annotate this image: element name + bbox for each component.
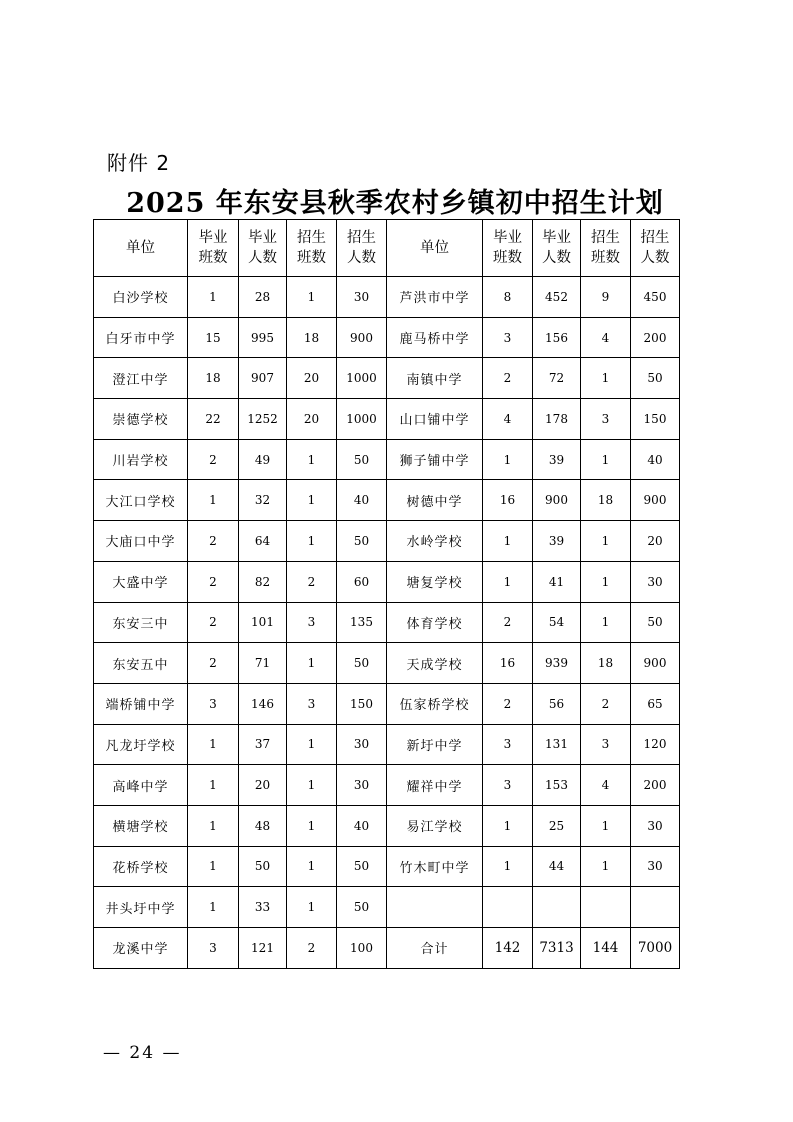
enroll-classes-cell: 3 (287, 683, 337, 724)
enroll-students-cell: 135 (337, 602, 387, 643)
enroll-classes-cell: 1 (581, 805, 631, 846)
table-row (94, 683, 680, 724)
enroll-students-cell: 60 (337, 561, 387, 602)
grad-classes-cell: 1 (188, 887, 239, 928)
table-row (94, 643, 680, 684)
school-name-cell: 体育学校 (387, 602, 483, 643)
grad-classes-cell: 1 (483, 846, 533, 887)
enroll-students-cell (631, 887, 680, 928)
school-name-cell: 大庙口中学 (94, 521, 188, 562)
enroll-classes-cell: 18 (287, 317, 337, 358)
school-name-cell: 竹木町中学 (387, 846, 483, 887)
enroll-classes-cell: 4 (581, 765, 631, 806)
grad-classes-cell: 1 (483, 561, 533, 602)
enroll-students-cell: 30 (631, 805, 680, 846)
header-grad-classes: 毕业 班数 (483, 220, 533, 277)
grad-students-cell: 452 (533, 277, 581, 318)
grad-classes-cell: 1 (188, 805, 239, 846)
grad-classes-cell: 2 (483, 602, 533, 643)
grad-students-cell: 37 (239, 724, 287, 765)
grad-students-cell: 939 (533, 643, 581, 684)
grad-classes-cell: 1 (483, 439, 533, 480)
grad-students-cell: 33 (239, 887, 287, 928)
enroll-students-cell: 30 (631, 561, 680, 602)
header-enroll-classes: 招生 班数 (287, 220, 337, 277)
enroll-students-cell: 1000 (337, 399, 387, 440)
table-row (94, 277, 680, 318)
enroll-students-cell: 50 (337, 887, 387, 928)
grad-students-cell: 32 (239, 480, 287, 521)
enroll-classes-cell: 1 (287, 480, 337, 521)
grad-students-cell: 82 (239, 561, 287, 602)
enroll-students-cell: 50 (631, 602, 680, 643)
header-grad-classes: 毕业 班数 (188, 220, 239, 277)
enroll-students-cell: 40 (337, 805, 387, 846)
grad-classes-cell: 18 (188, 358, 239, 399)
page-number: — 24 — (103, 1043, 182, 1063)
enroll-classes-cell: 1 (287, 805, 337, 846)
grad-students-cell: 178 (533, 399, 581, 440)
grad-students-cell: 146 (239, 683, 287, 724)
grad-classes-cell: 2 (483, 358, 533, 399)
grad-students-cell: 156 (533, 317, 581, 358)
school-name-cell: 花桥学校 (94, 846, 188, 887)
enroll-students-cell: 150 (631, 399, 680, 440)
attachment-label: 附件 2 (107, 151, 171, 175)
grad-students-cell: 44 (533, 846, 581, 887)
enroll-classes-cell: 20 (287, 358, 337, 399)
school-name-cell: 凡龙圩学校 (94, 724, 188, 765)
enroll-students-cell: 120 (631, 724, 680, 765)
enroll-students-cell: 900 (337, 317, 387, 358)
grad-classes-cell: 2 (483, 683, 533, 724)
enroll-classes-cell: 1 (581, 358, 631, 399)
grad-classes-cell: 3 (188, 683, 239, 724)
enroll-classes-cell: 1 (287, 765, 337, 806)
grad-students-cell: 64 (239, 521, 287, 562)
grad-classes-cell: 2 (188, 439, 239, 480)
school-name-cell: 天成学校 (387, 643, 483, 684)
document-title: 2025 年东安县秋季农村乡镇初中招生计划 (126, 188, 664, 219)
grad-classes-cell: 15 (188, 317, 239, 358)
table-row (94, 887, 680, 928)
grad-classes-cell: 1 (483, 521, 533, 562)
table-row (94, 846, 680, 887)
enroll-classes-cell: 2 (287, 561, 337, 602)
school-name-cell: 横塘学校 (94, 805, 188, 846)
enroll-classes-cell: 1 (581, 561, 631, 602)
enroll-classes-cell: 1 (581, 846, 631, 887)
grad-students-cell: 900 (533, 480, 581, 521)
grad-classes-cell: 1 (188, 846, 239, 887)
grad-students-cell: 20 (239, 765, 287, 806)
header-grad-students: 毕业 人数 (533, 220, 581, 277)
school-name-cell: 新圩中学 (387, 724, 483, 765)
enroll-classes-cell: 1 (581, 521, 631, 562)
enroll-classes-cell: 1 (287, 439, 337, 480)
grad-classes-cell: 16 (483, 643, 533, 684)
enrollment-plan-table (93, 219, 680, 969)
grad-classes-cell: 1 (188, 765, 239, 806)
enroll-students-cell: 900 (631, 643, 680, 684)
grad-students-cell: 56 (533, 683, 581, 724)
enroll-classes-cell (581, 887, 631, 928)
enroll-classes-cell: 18 (581, 643, 631, 684)
enroll-classes-cell: 1 (581, 439, 631, 480)
grad-classes-cell: 1 (188, 724, 239, 765)
grad-classes-cell: 1 (188, 277, 239, 318)
table-row (94, 439, 680, 480)
enroll-students-cell: 150 (337, 683, 387, 724)
grad-students-cell: 39 (533, 439, 581, 480)
grad-classes-cell: 1 (483, 805, 533, 846)
enroll-classes-cell: 1 (287, 643, 337, 684)
grad-students-cell: 7313 (533, 928, 581, 969)
grad-classes-cell: 2 (188, 643, 239, 684)
enroll-students-cell: 30 (337, 277, 387, 318)
table-row (94, 724, 680, 765)
grad-students-cell: 121 (239, 928, 287, 969)
grad-students-cell: 49 (239, 439, 287, 480)
enroll-classes-cell: 1 (581, 602, 631, 643)
school-name-cell: 井头圩中学 (94, 887, 188, 928)
enroll-students-cell: 20 (631, 521, 680, 562)
grad-classes-cell: 22 (188, 399, 239, 440)
enroll-classes-cell: 3 (287, 602, 337, 643)
enroll-classes-cell: 20 (287, 399, 337, 440)
grad-students-cell: 131 (533, 724, 581, 765)
school-name-cell: 合计 (387, 928, 483, 969)
grad-students-cell (533, 887, 581, 928)
school-name-cell: 易江学校 (387, 805, 483, 846)
grad-students-cell: 39 (533, 521, 581, 562)
enroll-classes-cell: 1 (287, 846, 337, 887)
school-name-cell: 大盛中学 (94, 561, 188, 602)
table-row (94, 480, 680, 521)
grad-classes-cell: 1 (188, 480, 239, 521)
grad-students-cell: 41 (533, 561, 581, 602)
enroll-students-cell: 40 (631, 439, 680, 480)
enroll-classes-cell: 2 (581, 683, 631, 724)
header-grad-students: 毕业 人数 (239, 220, 287, 277)
grad-students-cell: 28 (239, 277, 287, 318)
table-row (94, 399, 680, 440)
enroll-students-cell: 40 (337, 480, 387, 521)
school-name-cell: 水岭学校 (387, 521, 483, 562)
grad-students-cell: 48 (239, 805, 287, 846)
table-row (94, 317, 680, 358)
enroll-students-cell: 1000 (337, 358, 387, 399)
grad-classes-cell: 4 (483, 399, 533, 440)
table-row (94, 928, 680, 969)
enroll-classes-cell: 4 (581, 317, 631, 358)
header-unit: 单位 (94, 220, 188, 277)
grad-students-cell: 25 (533, 805, 581, 846)
enroll-students-cell: 450 (631, 277, 680, 318)
grad-classes-cell: 3 (483, 724, 533, 765)
table-header-row (94, 220, 680, 277)
grad-classes-cell: 3 (483, 765, 533, 806)
school-name-cell: 塘复学校 (387, 561, 483, 602)
school-name-cell: 崇德学校 (94, 399, 188, 440)
enroll-students-cell: 900 (631, 480, 680, 521)
school-name-cell: 白沙学校 (94, 277, 188, 318)
school-name-cell: 澄江中学 (94, 358, 188, 399)
table-row (94, 358, 680, 399)
enroll-classes-cell: 2 (287, 928, 337, 969)
table-row (94, 602, 680, 643)
school-name-cell: 耀祥中学 (387, 765, 483, 806)
table-row (94, 805, 680, 846)
table-row (94, 561, 680, 602)
grad-students-cell: 1252 (239, 399, 287, 440)
table-row (94, 765, 680, 806)
grad-classes-cell: 16 (483, 480, 533, 521)
enroll-students-cell: 50 (631, 358, 680, 399)
enroll-students-cell: 30 (337, 724, 387, 765)
grad-students-cell: 153 (533, 765, 581, 806)
school-name-cell: 鹿马桥中学 (387, 317, 483, 358)
school-name-cell: 高峰中学 (94, 765, 188, 806)
enroll-classes-cell: 1 (287, 521, 337, 562)
school-name-cell: 川岩学校 (94, 439, 188, 480)
grad-classes-cell: 3 (188, 928, 239, 969)
enroll-classes-cell: 1 (287, 277, 337, 318)
school-name-cell: 伍家桥学校 (387, 683, 483, 724)
grad-classes-cell: 3 (483, 317, 533, 358)
enroll-students-cell: 200 (631, 317, 680, 358)
header-enroll-students: 招生 人数 (337, 220, 387, 277)
grad-classes-cell: 2 (188, 561, 239, 602)
grad-students-cell: 71 (239, 643, 287, 684)
grad-students-cell: 72 (533, 358, 581, 399)
school-name-cell: 大江口学校 (94, 480, 188, 521)
enroll-students-cell: 100 (337, 928, 387, 969)
enroll-classes-cell: 1 (287, 887, 337, 928)
school-name-cell: 白牙市中学 (94, 317, 188, 358)
enroll-students-cell: 65 (631, 683, 680, 724)
school-name-cell: 端桥铺中学 (94, 683, 188, 724)
enroll-students-cell: 30 (631, 846, 680, 887)
enroll-students-cell: 200 (631, 765, 680, 806)
school-name-cell: 芦洪市中学 (387, 277, 483, 318)
enroll-students-cell: 30 (337, 765, 387, 806)
enroll-students-cell: 50 (337, 521, 387, 562)
grad-classes-cell: 142 (483, 928, 533, 969)
school-name-cell: 龙溪中学 (94, 928, 188, 969)
grad-students-cell: 101 (239, 602, 287, 643)
enroll-students-cell: 50 (337, 643, 387, 684)
school-name-cell (387, 887, 483, 928)
school-name-cell: 东安五中 (94, 643, 188, 684)
grad-students-cell: 50 (239, 846, 287, 887)
header-unit: 单位 (387, 220, 483, 277)
enroll-classes-cell: 9 (581, 277, 631, 318)
school-name-cell: 树德中学 (387, 480, 483, 521)
grad-classes-cell: 8 (483, 277, 533, 318)
grad-students-cell: 907 (239, 358, 287, 399)
enroll-classes-cell: 3 (581, 399, 631, 440)
school-name-cell: 狮子铺中学 (387, 439, 483, 480)
school-name-cell: 南镇中学 (387, 358, 483, 399)
enroll-classes-cell: 144 (581, 928, 631, 969)
header-enroll-students: 招生 人数 (631, 220, 680, 277)
enroll-students-cell: 7000 (631, 928, 680, 969)
enroll-students-cell: 50 (337, 439, 387, 480)
header-enroll-classes: 招生 班数 (581, 220, 631, 277)
grad-students-cell: 54 (533, 602, 581, 643)
school-name-cell: 东安三中 (94, 602, 188, 643)
grad-classes-cell: 2 (188, 602, 239, 643)
enroll-students-cell: 50 (337, 846, 387, 887)
enroll-classes-cell: 3 (581, 724, 631, 765)
table-row (94, 521, 680, 562)
enroll-classes-cell: 18 (581, 480, 631, 521)
grad-classes-cell: 2 (188, 521, 239, 562)
school-name-cell: 山口铺中学 (387, 399, 483, 440)
grad-students-cell: 995 (239, 317, 287, 358)
grad-classes-cell (483, 887, 533, 928)
enroll-classes-cell: 1 (287, 724, 337, 765)
